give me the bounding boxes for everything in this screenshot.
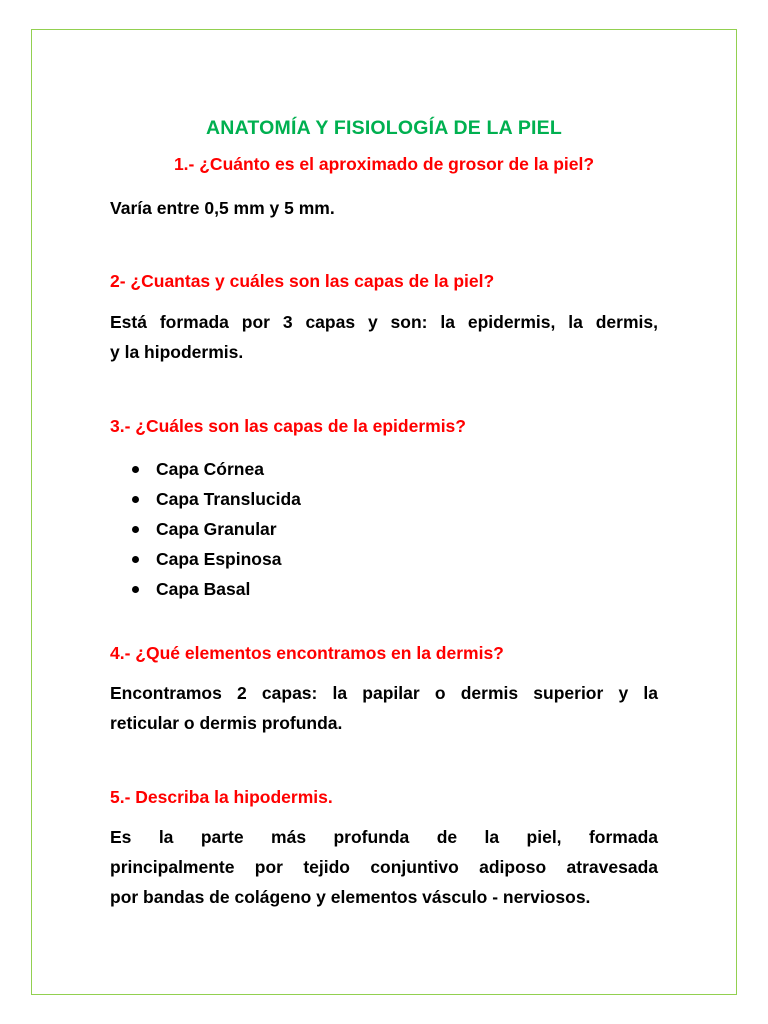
bullet-icon (132, 556, 139, 563)
list-item (130, 574, 301, 604)
answer-5-line-1: Es la parte más profunda de la piel, formada (110, 827, 658, 847)
list-item (130, 544, 301, 574)
list-item-label: Capa Basal (156, 579, 251, 599)
list-item-label: Capa Translucida (156, 489, 301, 509)
answer-4-line-2: reticular o dermis profunda. (110, 713, 343, 733)
answer-5-line-3: por bandas de colágeno y elementos vásculo - nerviosos. (110, 887, 591, 907)
list-item-label: Capa Córnea (156, 459, 264, 479)
answer-5 (110, 822, 658, 912)
answer-1-line-1: Varía entre 0,5 mm y 5 mm. (110, 198, 335, 218)
question-2: 2- ¿Cuantas y cuáles son las capas de la piel? (110, 271, 495, 291)
epidermis-layers-list (130, 454, 301, 604)
question-1: 1.- ¿Cuánto es el aproximado de grosor de la piel? (173, 154, 595, 174)
answer-4 (110, 678, 658, 738)
list-item-label: Capa Espinosa (156, 549, 282, 569)
question-4: 4.- ¿Qué elementos encontramos en la dermis? (110, 643, 504, 663)
bullet-icon (132, 586, 139, 593)
list-item (130, 454, 301, 484)
question-3: 3.- ¿Cuáles son las capas de la epidermis? (110, 416, 466, 436)
document-title: ANATOMÍA Y FISIOLOGÍA DE LA PIEL (206, 117, 562, 139)
list-item (130, 484, 301, 514)
answer-4-line-1: Encontramos 2 capas: la papilar o dermis superior y la (110, 683, 658, 703)
bullet-icon (132, 466, 139, 473)
answer-1 (110, 193, 658, 223)
question-5: 5.- Describa la hipodermis. (110, 787, 333, 807)
answer-2 (110, 307, 658, 367)
answer-5-line-2: principalmente por tejido conjuntivo adiposo atravesada (110, 857, 658, 877)
bullet-icon (132, 496, 139, 503)
list-item (130, 514, 301, 544)
bullet-icon (132, 526, 139, 533)
list-item-label: Capa Granular (156, 519, 277, 539)
answer-2-line-2: y la hipodermis. (110, 342, 244, 362)
answer-2-line-1: Está formada por 3 capas y son: la epidermis, la dermis, (110, 312, 658, 332)
